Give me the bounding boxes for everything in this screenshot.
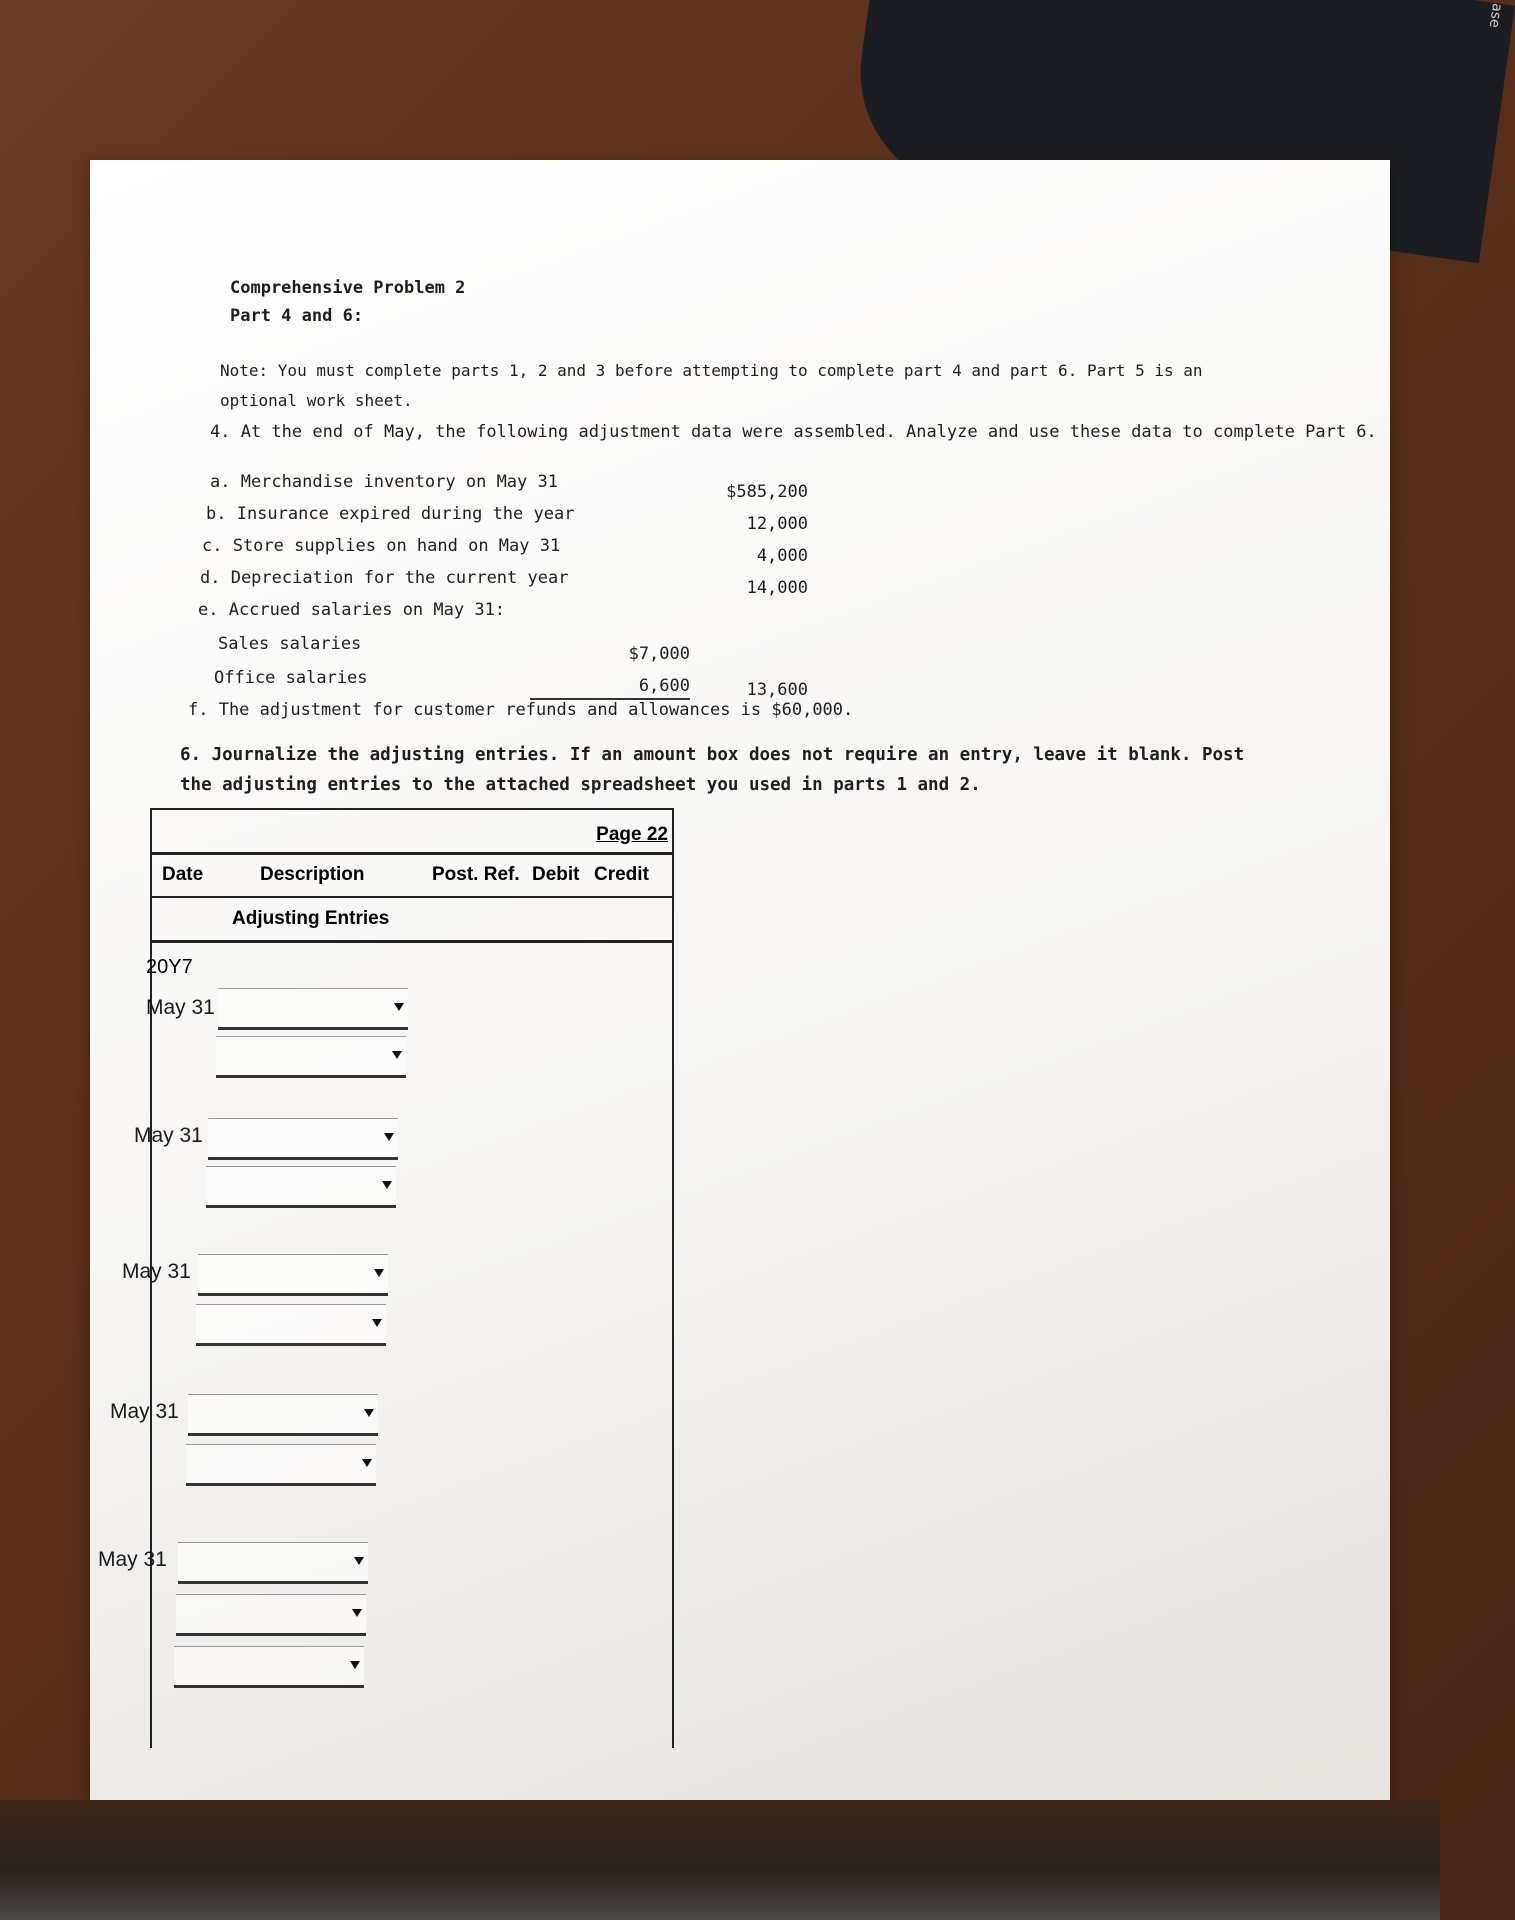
account-dropdown[interactable] bbox=[208, 1118, 398, 1160]
mousepad-text: ase bbox=[1485, 2, 1506, 29]
account-dropdown[interactable] bbox=[186, 1444, 376, 1486]
office-salaries-amount: 6,600 bbox=[530, 676, 690, 700]
adjustment-amount-b: 12,000 bbox=[746, 514, 808, 534]
column-header-credit: Credit bbox=[594, 864, 649, 885]
journal-rule bbox=[152, 896, 672, 898]
adjustment-item-d: d. Depreciation for the current year bbox=[200, 568, 569, 588]
account-dropdown[interactable] bbox=[188, 1394, 378, 1436]
worksheet-page bbox=[90, 160, 1390, 1800]
journal-rule bbox=[152, 852, 672, 855]
problem-subtitle: Part 4 and 6: bbox=[230, 306, 364, 326]
entry-date: May 31 bbox=[122, 1260, 191, 1283]
general-journal bbox=[98, 808, 674, 1748]
entry-date: May 31 bbox=[134, 1124, 203, 1147]
chevron-down-icon bbox=[382, 1181, 392, 1189]
journal-rule bbox=[152, 940, 672, 943]
column-header-post-ref: Post. Ref. bbox=[432, 864, 520, 885]
account-dropdown[interactable] bbox=[206, 1166, 396, 1208]
adjustment-item-a: a. Merchandise inventory on May 31 bbox=[210, 472, 558, 492]
column-header-date: Date bbox=[162, 864, 204, 885]
account-dropdown[interactable] bbox=[198, 1254, 388, 1296]
column-header-debit: Debit bbox=[532, 864, 580, 885]
chevron-down-icon bbox=[372, 1319, 382, 1327]
entry-date: May 31 bbox=[146, 996, 215, 1019]
sales-salaries-amount: $7,000 bbox=[628, 644, 690, 664]
journal-top-rule bbox=[152, 808, 672, 810]
account-dropdown[interactable] bbox=[174, 1646, 364, 1688]
question-4-text: 4. At the end of May, the following adjustment data were assembled. Analyze and use these data to complete Part 6. bbox=[210, 422, 1377, 442]
entry-date: May 31 bbox=[98, 1548, 167, 1571]
question-6-text: 6. Journalize the adjusting entries. If an amount box does not require an entry, leave it blank. Post the adjusting entries to the attached spreadsheet you used in parts 1 and 2. bbox=[180, 745, 1245, 795]
chevron-down-icon bbox=[364, 1409, 374, 1417]
account-dropdown[interactable] bbox=[216, 1036, 406, 1078]
account-dropdown[interactable] bbox=[196, 1304, 386, 1346]
journal-year: 20Y7 bbox=[146, 956, 193, 978]
chevron-down-icon bbox=[354, 1557, 364, 1565]
instructions-note: Note: You must complete parts 1, 2 and 3 before attempting to complete part 4 and part 6. Part 5 is an optional work sheet. bbox=[220, 361, 1203, 410]
journal-page-label: Page 22 bbox=[596, 824, 668, 845]
account-dropdown[interactable] bbox=[176, 1594, 366, 1636]
chevron-down-icon bbox=[392, 1051, 402, 1059]
chevron-down-icon bbox=[352, 1609, 362, 1617]
adjustment-amount-c: 4,000 bbox=[756, 546, 808, 566]
desk-surface-bottom bbox=[0, 1800, 1440, 1920]
adjustment-item-e: e. Accrued salaries on May 31: bbox=[198, 600, 506, 620]
adjustment-item-b: b. Insurance expired during the year bbox=[206, 504, 575, 524]
account-dropdown[interactable] bbox=[178, 1542, 368, 1584]
chevron-down-icon bbox=[374, 1269, 384, 1277]
entry-date: May 31 bbox=[110, 1400, 179, 1423]
office-salaries-label: Office salaries bbox=[214, 668, 368, 688]
account-dropdown[interactable] bbox=[218, 988, 408, 1030]
adjustment-item-f: f. The adjustment for customer refunds and allowances is $60,000. bbox=[188, 700, 854, 720]
problem-title: Comprehensive Problem 2 bbox=[230, 278, 466, 298]
chevron-down-icon bbox=[394, 1003, 404, 1011]
adjustment-amount-a: $585,200 bbox=[726, 482, 808, 502]
sales-salaries-label: Sales salaries bbox=[218, 634, 362, 654]
chevron-down-icon bbox=[350, 1661, 360, 1669]
column-header-description: Description bbox=[260, 864, 365, 885]
chevron-down-icon bbox=[362, 1459, 372, 1467]
salaries-total: 13,600 bbox=[746, 680, 808, 700]
adjustment-item-c: c. Store supplies on hand on May 31 bbox=[202, 536, 561, 556]
chevron-down-icon bbox=[384, 1133, 394, 1141]
adjustment-amount-d: 14,000 bbox=[746, 578, 808, 598]
journal-section-title: Adjusting Entries bbox=[232, 908, 390, 929]
